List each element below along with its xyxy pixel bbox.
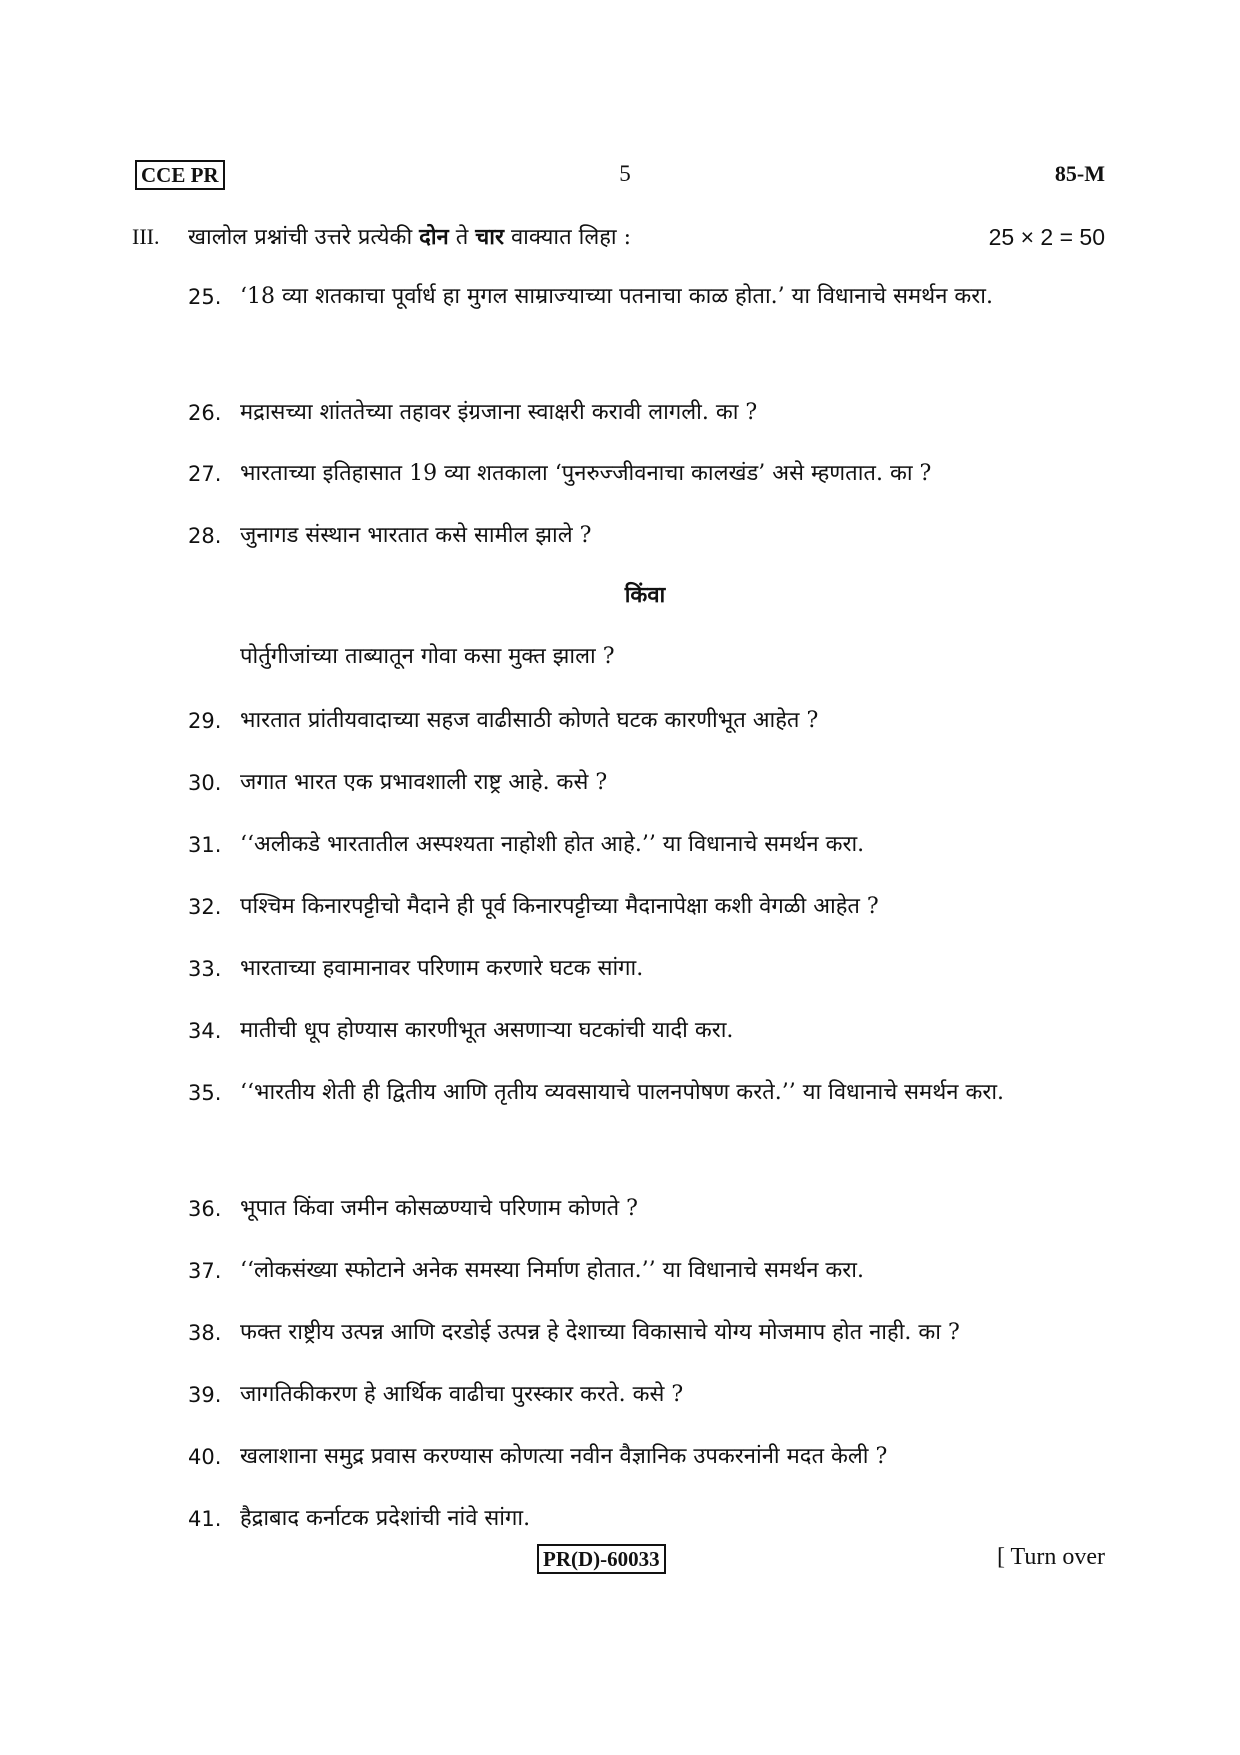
or-label: किंवा bbox=[624, 582, 666, 608]
paper-code: 85-M bbox=[1054, 161, 1105, 186]
question-text: भूपात किंवा जमीन कोसळण्याचे परिणाम कोणते ? bbox=[240, 1196, 638, 1221]
question-31 bbox=[188, 828, 1105, 862]
question-number: 28. bbox=[188, 524, 222, 548]
question-number: 38. bbox=[188, 1321, 222, 1345]
question-40 bbox=[188, 1440, 1105, 1474]
question-number: 34. bbox=[188, 1019, 222, 1043]
question-text: भारताच्या हवामानावर परिणाम करणारे घटक सांगा. bbox=[240, 956, 644, 981]
section-number: III. bbox=[132, 224, 160, 249]
question-text: पश्चिम किनारपट्टीचो मैदाने ही पूर्व किनारपट्टीच्या मैदानापेक्षा कशी वेगळी आहेत ? bbox=[240, 894, 879, 919]
question-39 bbox=[188, 1378, 1105, 1412]
section-heading bbox=[132, 220, 1105, 254]
question-35 bbox=[188, 1076, 1105, 1124]
question-number: 36. bbox=[188, 1197, 222, 1221]
question-number: 27. bbox=[188, 462, 222, 486]
section-instruction: खालोल प्रश्नांची उत्तरे प्रत्येकी दोन ते चार वाक्यात लिहा : bbox=[188, 224, 632, 250]
question-number: 35. bbox=[188, 1081, 222, 1105]
question-37 bbox=[188, 1254, 1105, 1288]
emphasis-word: चार bbox=[475, 224, 504, 250]
question-number: 37. bbox=[188, 1259, 222, 1283]
question-number: 29. bbox=[188, 709, 222, 733]
question-38 bbox=[188, 1316, 1105, 1350]
question-text: ‘‘भारतीय शेती ही द्वितीय आणि तृतीय व्यवसायाचे पालनपोषण करते.’’ या विधानाचे समर्थन करा. bbox=[240, 1080, 1005, 1105]
subject-code-box: CCE PR bbox=[135, 160, 225, 190]
question-26 bbox=[188, 396, 1105, 430]
question-text: भारताच्या इतिहासात 19 व्या शतकाला ‘पुनरुज्जीवनाचा कालखंड’ असे म्हणतात. का ? bbox=[240, 461, 932, 486]
or-alternative-question: पोर्तुगीजांच्या ताब्यातून गोवा कसा मुक्त झाला ? bbox=[240, 644, 615, 669]
footer-paper-code: PR(D)-60033 bbox=[537, 1544, 666, 1574]
question-34 bbox=[188, 1014, 1105, 1048]
question-41 bbox=[188, 1502, 1105, 1536]
question-text: ‘‘अलीकडे भारतातील अस्पश्यता नाहोशी होत आहे.’’ या विधानाचे समर्थन करा. bbox=[240, 832, 865, 857]
question-number: 40. bbox=[188, 1445, 222, 1469]
section-marks: 25 × 2 = 50 bbox=[988, 224, 1105, 250]
question-27 bbox=[188, 457, 1105, 491]
question-32 bbox=[188, 890, 1105, 924]
question-text: जागतिकीकरण हे आर्थिक वाढीचा पुरस्कार करते. कसे ? bbox=[240, 1382, 684, 1407]
question-text: भारतात प्रांतीयवादाच्या सहज वाढीसाठी कोणते घटक कारणीभूत आहेत ? bbox=[240, 708, 819, 733]
question-28 bbox=[188, 519, 1105, 553]
question-text: मद्रासच्या शांततेच्या तहावर इंग्रजाना स्वाक्षरी करावी लागली. का ? bbox=[240, 400, 758, 425]
question-number: 33. bbox=[188, 957, 222, 981]
question-number: 30. bbox=[188, 771, 222, 795]
question-29 bbox=[188, 704, 1105, 738]
emphasis-word: दोन bbox=[419, 224, 449, 250]
turn-over-label: [ Turn over bbox=[996, 1544, 1105, 1570]
question-text: फक्त राष्ट्रीय उत्पन्न आणि दरडोई उत्पन्न हे देशाच्या विकासाचे योग्य मोजमाप होत नाही. का ? bbox=[240, 1320, 960, 1345]
question-text: हैद्राबाद कर्नाटक प्रदेशांची नांवे सांगा. bbox=[240, 1506, 531, 1531]
question-36 bbox=[188, 1192, 1105, 1226]
question-text: ‘18 व्या शतकाचा पूर्वार्ध हा मुगल साम्राज्याच्या पतनाचा काळ होता.’ या विधानाचे समर्थन करा. bbox=[240, 284, 993, 309]
page-number: 5 bbox=[619, 161, 631, 186]
question-number: 32. bbox=[188, 895, 222, 919]
question-number: 39. bbox=[188, 1383, 222, 1407]
question-text: ‘‘लोकसंख्या स्फोटाने अनेक समस्या निर्माण होतात.’’ या विधानाचे समर्थन करा. bbox=[240, 1258, 864, 1283]
question-text: जुनागड संस्थान भारतात कसे सामील झाले ? bbox=[240, 523, 592, 548]
question-25 bbox=[188, 280, 1105, 328]
question-number: 25. bbox=[188, 285, 222, 309]
page-header bbox=[135, 160, 1105, 196]
question-number: 26. bbox=[188, 401, 222, 425]
question-30 bbox=[188, 766, 1105, 800]
question-text: खलाशाना समुद्र प्रवास करण्यास कोणत्या नवीन वैज्ञानिक उपकरनांनी मदत केली ? bbox=[240, 1444, 888, 1469]
question-text: जगात भारत एक प्रभावशाली राष्ट्र आहे. कसे ? bbox=[240, 770, 608, 795]
question-number: 41. bbox=[188, 1507, 222, 1531]
question-text: मातीची धूप होण्यास कारणीभूत असणाऱ्या घटकांची यादी करा. bbox=[240, 1018, 734, 1043]
question-number: 31. bbox=[188, 833, 222, 857]
question-33 bbox=[188, 952, 1105, 986]
